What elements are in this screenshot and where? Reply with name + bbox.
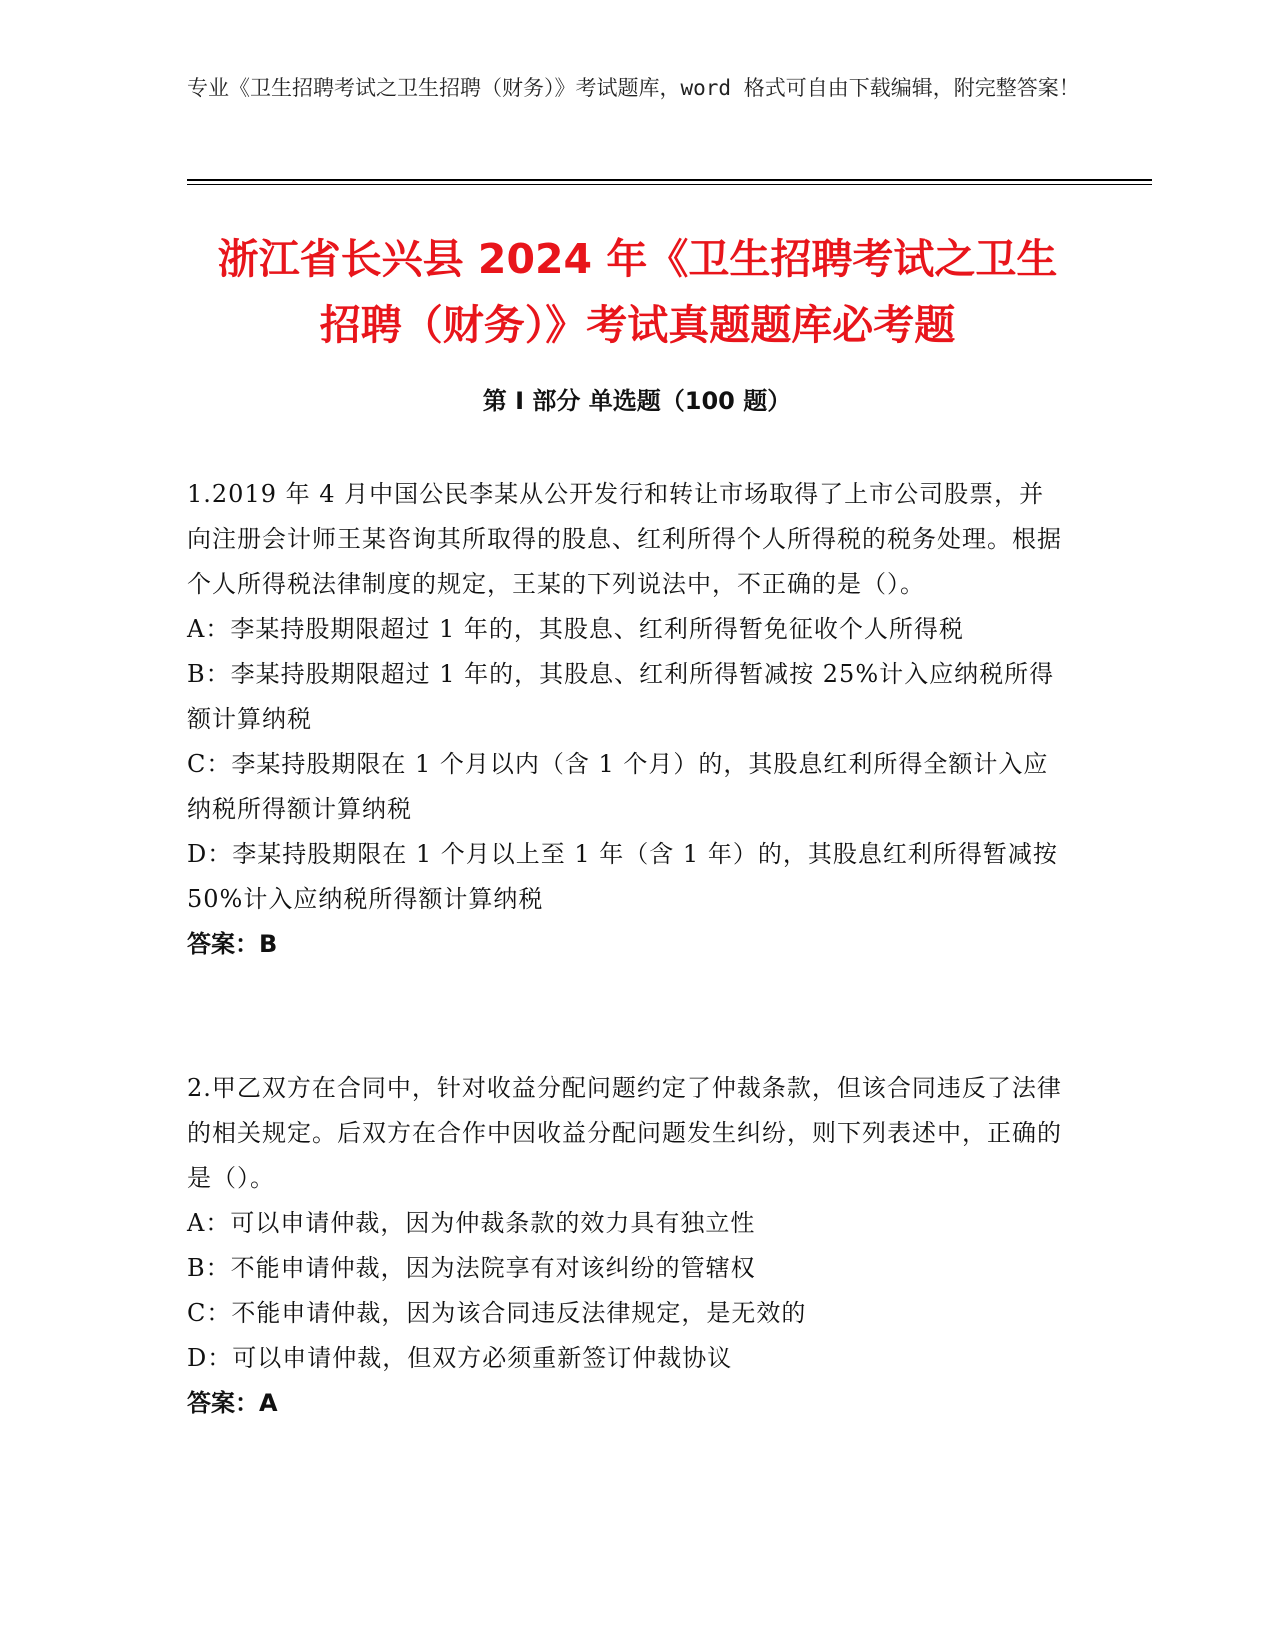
header-note: 专业《卫生招聘考试之卫生招聘（财务）》考试题库，word 格式可自由下载编辑，附完整答案！ [187,76,1080,100]
question-item [187,472,1067,967]
document-title [150,226,1125,358]
answer-label: 答案：A [187,1389,278,1417]
question-stem: 1.2019 年 4 月中国公民李某从公开发行和转让市场取得了上市公司股票，并向注册会计师王某咨询其所取得的股息、红利所得个人所得税的税务处理。根据个人所得税法律制度的规定，王某的下列说法中，不正确的是（）。 [187,480,1062,598]
option-c: C：李某持股期限在 1 个月以内（含 1 个月）的，其股息红利所得全额计入应纳税所得额计算纳税 [187,750,1049,823]
answer-label: 答案：B [187,930,278,958]
header-divider-thick [187,179,1152,181]
option-d: D：李某持股期限在 1 个月以上至 1 年（含 1 年）的，其股息红利所得暂减按 50%计入应纳税所得额计算纳税 [187,840,1058,913]
option-b: B：不能申请仲裁，因为法院享有对该纠纷的管辖权 [187,1254,756,1282]
option-a: A：李某持股期限超过 1 年的，其股息、红利所得暂免征收个人所得税 [187,615,964,643]
document-title-line-1: 浙江省长兴县 2024 年《卫生招聘考试之卫生 [217,235,1058,283]
question-stem: 2.甲乙双方在合同中，针对收益分配问题约定了仲裁条款，但该合同违反了法律的相关规定。后双方在合作中因收益分配问题发生纠纷，则下列表述中，正确的是（）。 [187,1074,1062,1192]
section-title: 第 I 部分 单选题（100 题） [482,387,792,415]
header-divider-thin [187,184,1152,185]
option-c: C：不能申请仲裁，因为该合同违反法律规定，是无效的 [187,1299,807,1327]
option-d: D：可以申请仲裁，但双方必须重新签订仲裁协议 [187,1344,733,1372]
question-item [187,1066,1067,1426]
document-title-line-2: 招聘（财务）》考试真题题库必考题 [319,301,956,349]
option-b: B：李某持股期限超过 1 年的，其股息、红利所得暂减按 25%计入应纳税所得额计算纳税 [187,660,1055,733]
option-a: A：可以申请仲裁，因为仲裁条款的效力具有独立性 [187,1209,756,1237]
